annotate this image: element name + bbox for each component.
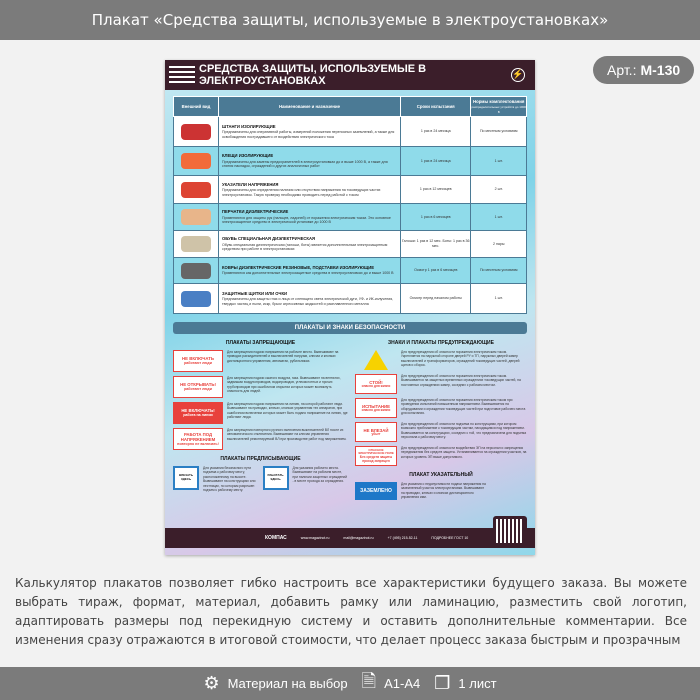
item-image: [174, 176, 219, 204]
warn-sign: ИСПЫТАНИЕ опасно для жизни: [355, 398, 397, 418]
prescribe-text: Для указания безопасного пути подъема к рабочему месту, расположенному на высоте. Вывешивают на конструкциях или лестницах, по которым разрешен подъем к рабочему месту.: [203, 466, 256, 493]
item-image: [174, 284, 219, 314]
item-term: Осмотр перед началом работы: [401, 284, 471, 314]
warn-row: [355, 374, 527, 394]
document-icon: 🗎: [361, 670, 377, 691]
item-description: [219, 117, 401, 147]
item-description: [219, 147, 401, 176]
table-row: [174, 147, 527, 176]
item-name: УКАЗАТЕЛИ НАПРЯЖЕНИЯ: [222, 181, 279, 187]
item-name: ПЕРЧАТКИ ДИЭЛЕКТРИЧЕСКИЕ: [222, 209, 289, 215]
item-description: [219, 284, 401, 314]
item-name: КОВРЫ ДИЭЛЕКТРИЧЕСКИЕ РЕЗИНОВЫЕ, ПОДСТАВКИ ИЗОЛИРУЮЩИЕ: [222, 264, 375, 270]
feature-material: ⚙ Материал на выбор: [203, 673, 348, 693]
prescribe-title: ПЛАКАТЫ ПРЕДПИСЫВАЮЩИЕ: [220, 456, 301, 462]
item-description: [219, 258, 401, 284]
item-description: [219, 231, 401, 258]
item-text: Обувь специальная диэлектрическая (галоши, боты) является дополнительным электрозащитным средством при работе в электроустановках: [222, 242, 388, 252]
table-row: [174, 117, 527, 147]
item-norm: 1 шт.: [471, 284, 527, 314]
column-header: Сроки испытания: [401, 97, 471, 117]
table-row: [174, 231, 527, 258]
index-row: [355, 482, 527, 500]
warn-row: [355, 350, 527, 370]
stripes-icon: [169, 66, 195, 86]
prescribe-text: Для указания рабочего места. Вывешивают на рабочем месте, при наличии защитных ограждений - в месте прохода за ограждения.: [292, 466, 347, 484]
poster-footer: [165, 528, 535, 548]
item-image: [174, 204, 219, 231]
item-term: Галоши: 1 раз в 12 мес. Боты: 1 раз в 36 мес.: [401, 231, 471, 258]
article-badge: [593, 56, 694, 84]
warn-text: Для предупреждения об опасности поражения электрическим током при проведении испытаний повышенным напряжением. Вывешивается на оборудовании и ограждении токоведущих частей при подготовке рабочего места для испытания.: [401, 398, 526, 416]
prescribe-row: [173, 466, 259, 493]
protection-table: [173, 96, 527, 314]
article-number: М-130: [640, 62, 681, 78]
item-term: 1 раз в 24 месяца: [401, 117, 471, 147]
table-row: [174, 284, 527, 314]
item-image: [174, 117, 219, 147]
warn-text: Для предупреждения об опасности поражения электрическим током. Укрепляется на наружной стороне дверей РУ и ТП, наружных дверей камер выключателей и трансформаторов, ограждений токоведущих частей, дверей щитов и сборок.: [401, 350, 520, 368]
item-image: [174, 147, 219, 176]
column-header: Внешний вид: [174, 97, 219, 117]
section-title: ПЛАКАТЫ И ЗНАКИ БЕЗОПАСНОСТИ: [173, 322, 527, 334]
item-term: Осмотр 1 раз в 6 месяцев: [401, 258, 471, 284]
warn-row: [355, 398, 527, 418]
item-term: 1 раз в 24 месяца: [401, 147, 471, 176]
forbid-sign: НЕ ВКЛЮЧАТЬ! работа на линии: [173, 402, 223, 424]
column-header: Наименование и назначение: [219, 97, 401, 117]
right-column: [355, 338, 527, 504]
item-term: 1 раз в 12 месяцев: [401, 176, 471, 204]
forbid-row: [173, 428, 348, 450]
feature-format: 🗎 А1-А4: [362, 669, 421, 699]
signs-section: [165, 338, 535, 504]
poster-header: [165, 60, 535, 90]
item-description: [219, 176, 401, 204]
warn-row: [355, 446, 527, 466]
footer-code: ПОДРОБНЕЕ ГОСТ 10: [431, 536, 469, 540]
forbid-row: [173, 402, 348, 424]
grounded-sign: ЗАЗЕМЛЕНО: [355, 482, 397, 500]
item-norm: 2 пары: [471, 231, 527, 258]
item-text: Применяются для защиты рук (пальцев, ладоней) от поражения электрическим током. Это основное электрозащитное средство в электрической установке до 1000 В: [222, 215, 391, 225]
forbid-sign: НЕ ОТКРЫВАТЬ! работают люди: [173, 376, 223, 398]
warn-sign: СТОЙ! опасно для жизни: [355, 374, 397, 394]
item-description: [219, 204, 401, 231]
item-name: ШТАНГИ ИЗОЛИРУЮЩИЕ: [222, 123, 276, 129]
item-name: ОБУВЬ СПЕЦИАЛЬНАЯ ДИЭЛЕКТРИЧЕСКАЯ: [222, 236, 316, 242]
warn-text: Для предупреждения об опасности воздействия ЭП на персонал и запрещения передвижения без средств защиты. Устанавливается на ограждении участков, на которых уровень ЭП выше допустимого.: [401, 446, 527, 459]
forbid-text: Для запрещения подачи сжатого воздуха, газа. Вывешивают на вентилях, задвижках воздухопроводов, водопроводов, углекислотных и прочих трубопроводов при ошибочном открытии которых может возникнуть опасность для людей.: [227, 376, 341, 394]
prescribe-row: [263, 466, 349, 493]
index-title: ПЛАКАТ УКАЗАТЕЛЬНЫЙ: [409, 472, 473, 478]
prescribe-sign: ВЛЕЗАТЬ ЗДЕСЬ: [173, 466, 199, 490]
gear-icon: ⚙: [203, 673, 220, 693]
item-text: Предназначены для замены предохранителей в электроустановках до и выше 1000 В, а также для снятия накладок, ограждений и других аналогичных работ: [222, 159, 388, 169]
item-term: 1 раз в 6 месяцев: [401, 204, 471, 231]
high-voltage-warning-icon: [355, 350, 397, 370]
forbid-sign: НЕ ВКЛЮЧАТЬ работают люди: [173, 350, 223, 372]
table-row: [174, 176, 527, 204]
column-header: Нормы комплектования распределительных устройств до 1000 В: [471, 97, 527, 117]
features-bar: [0, 667, 700, 700]
poster-title: СРЕДСТВА ЗАЩИТЫ, ИСПОЛЬЗУЕМЫЕ В ЭЛЕКТРОУСТАНОВКАХ: [199, 63, 427, 87]
footer-site: www.magazinot.ru: [300, 536, 330, 540]
forbid-text: Для запрещения подачи напряжения на линию, на которой работают люди. Вывешивают на приводах, ключах, кнопках управления тех аппаратов, при ошибочном включении которых может быть подано напряжение на линию, где работают люди.: [227, 402, 348, 420]
warn-sign: ОПАСНОЕ ЭЛЕКТРИЧЕСКОЕ ПОЛЕ Без средств защиты проход запрещен: [355, 446, 397, 466]
left-column: [173, 338, 348, 504]
item-text: Применяются как дополнительные электрозащитные средства в электроустановках до и выше 1000 В: [222, 271, 394, 276]
product-description: Калькулятор плакатов позволяет гибко настроить все характеристики будущего заказа. Вы можете выбрать тираж, формат, материал, добавить рамку или ламинацию, разместить свой логотип, адаптировать размеры под перекидную систему и оставить дополнительные комментарии. Все изменения сразу отражаются в итоговой стоимости, что делает процесс заказа быстрым и прозрачным: [15, 576, 687, 647]
item-norm: 2 шт.: [471, 176, 527, 204]
forbid-text: Для запрещения повторного ручного включения выключателей ВЛ после их автоматического отключения. Вывешивают на ключах управления выключателей ремонтируемой ВЛ при производстве работ под напряжением.: [227, 428, 347, 441]
article-label: Арт.:: [607, 62, 637, 78]
warn-title: ЗНАКИ И ПЛАКАТЫ ПРЕДУПРЕЖДАЮЩИЕ: [388, 340, 494, 346]
item-name: ЗАЩИТНЫЕ ЩИТКИ ИЛИ ОЧКИ: [222, 290, 288, 296]
warn-row: [355, 422, 527, 442]
brand-logo: КОМПАС: [265, 535, 287, 541]
item-name: КЛЕЩИ ИЗОЛИРУЮЩИЕ: [222, 153, 274, 159]
feature-sheets: ❐ 1 лист: [434, 673, 497, 693]
table-row: [174, 204, 527, 231]
warn-sign: НЕ ВЛЕЗАЙ убьет: [355, 422, 397, 442]
item-image: [174, 231, 219, 258]
forbid-text: Для запрещения подачи напряжения на рабочее место. Вывешивают на приводах разъединителей и выключателей нагрузки, ключах и кнопках дистанционного управления, автоматах, рубильниках.: [227, 350, 339, 363]
item-norm: 1 шт.: [471, 147, 527, 176]
qr-code: [493, 516, 527, 546]
item-image: [174, 258, 219, 284]
forbid-row: [173, 376, 348, 398]
prescribe-sign: РАБОТАТЬ ЗДЕСЬ: [263, 466, 289, 490]
table-row: [174, 258, 527, 284]
index-text: Для указания о недопустимости подачи напряжения на заземленный участок электроустановки. Вывешивают на приводах, ключах и кнопках дистанционного управления ими.: [401, 482, 486, 500]
item-norm: По местным условиям: [471, 258, 527, 284]
item-norm: 1 шт.: [471, 204, 527, 231]
forbid-sign: РАБОТА ПОД НАПРЯЖЕНИЕМ повторно не включать!: [173, 428, 223, 450]
warn-text: Для предупреждения об опасности подъема по конструкциям, при котором возможно приближение к токоведущим частям, находящимся под напряжением. Вывешивается на конструкциях, соседних с той, что предназначена для подъема персонала к рабочему месту.: [401, 422, 527, 440]
sheets-icon: ❐: [434, 673, 451, 693]
forbid-row: [173, 350, 348, 372]
item-norm: По местным условиям: [471, 117, 527, 147]
warn-text: Для предупреждения об опасности поражения электрическим током. Вывешивается на защитных временных ограждениях токоведущих частей, на постоянных ограждениях камер, соседних с рабочим местом.: [401, 374, 521, 387]
footer-phone: +7 (495) 215-52-11: [387, 536, 418, 540]
footer-email: mail@magazinot.ru: [343, 536, 374, 540]
page-title: Плакат «Средства защиты, используемые в электроустановках»: [0, 0, 700, 40]
forbid-title: ПЛАКАТЫ ЗАПРЕЩАЮЩИЕ: [225, 340, 296, 346]
item-text: Предназначены для защиты глаз и лица от слепящего света электрической дуги, УФ- и ИК-излучения, твердых частиц и пыли, искр, брызг агрессивных жидкостей и расплавленного металла: [222, 297, 394, 306]
item-text: Предназначены для определения наличия или отсутствия напряжения на токоведущих частях электроустановок. Такую проверку необходимо проводить перед работой с током: [222, 188, 381, 197]
item-text: Предназначены для оперативной работы, измерений положения переносных заземлений, а также для освобождения пострадавшего от воздействия электрического тока: [222, 130, 395, 139]
poster-image[interactable]: [165, 60, 535, 555]
lightning-icon: ⚡: [511, 68, 525, 82]
